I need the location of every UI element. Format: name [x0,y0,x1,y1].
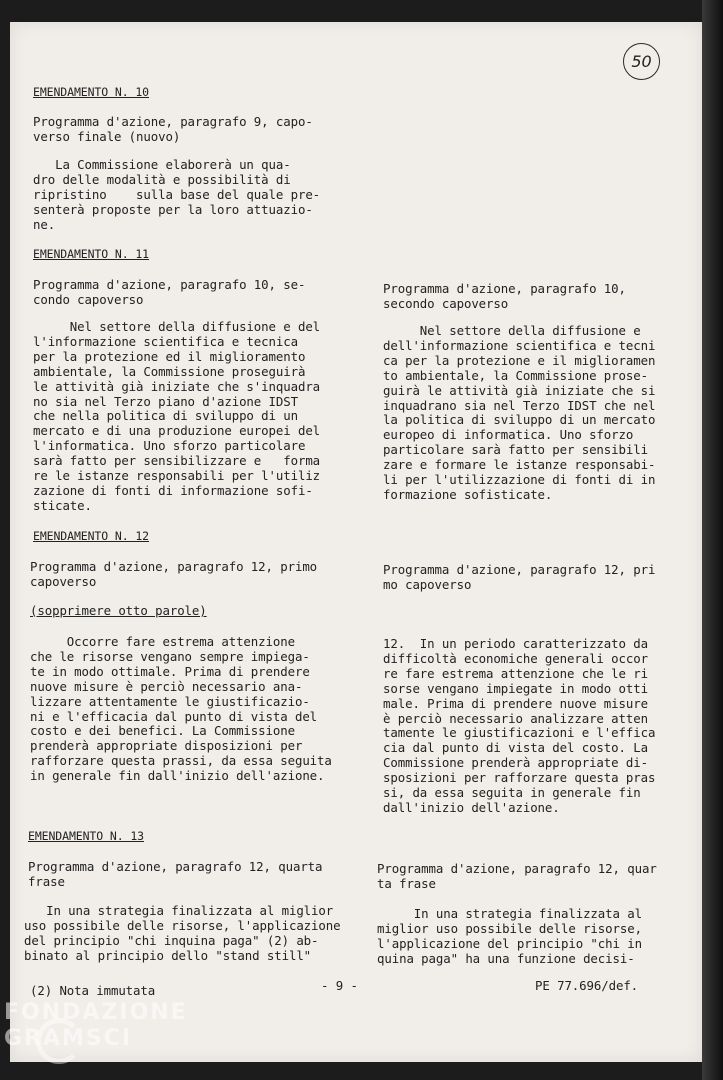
amendment-10-heading: EMENDAMENTO N. 10 [33,85,150,99]
archive-watermark: FONDAZIONE GRAMSCI [4,1000,188,1051]
original-13-text: In una strategia finalizzata al miglior uso possibile delle risorse, l'applicazione del principio "chi in quina paga" ha una funzione decisi- [377,906,642,966]
footnote: (2) Nota immutata [30,983,156,998]
amendment-10-text: La Commissione elaborerà un qua- dro delle modalità e possibilità di ripristino sulla base del quale pre- senterà proposte per la loro attuazio- ne. [33,157,321,232]
amendment-13-text: In una strategia finalizzata al miglior uso possibile delle risorse, l'applicazione del principio "chi inquina paga" (2) ab- binato al principio dello "stand still" [24,903,341,963]
original-13-reference: Programma d'azione, paragrafo 12, quar ta frase [377,861,657,891]
page-number: - 9 - [321,978,358,993]
amendment-12-text: Occorre fare estrema attenzione che le risorse vengano sempre impiega- te in modo ottimale. Prima di prendere nuove misure è perciò necessario ana- lizzare attentamente le giustificazio- ni e l'efficacia dal punto di vista del costo e dei benefici. La Commissione prenderà appropriate disposizioni per rafforzare questa prassi, da essa seguita in generale fin dall'inizio dell'azione. [30,634,332,784]
amendment-12-note: (sopprimere otto parole) [30,603,207,618]
amendment-13-reference: Programma d'azione, paragrafo 12, quarta frase [28,859,323,889]
page-stamp: 50 [623,43,660,80]
document-reference: PE 77.696/def. [535,978,639,993]
original-11-reference: Programma d'azione, paragrafo 10, secondo capoverso [383,281,626,311]
amendment-12-reference: Programma d'azione, paragrafo 12, primo capoverso [30,559,318,589]
amendment-13-heading: EMENDAMENTO N. 13 [28,829,145,843]
original-12-text: 12. In un periodo caratterizzato da difficoltà economiche generali occor re fare estrema attenzione che le ri sorse vengano impiegate in modo otti male. Prima di prendere nuove misure è perciò necessario analizzare atten tamente le giustificazioni e l'effica cia dal punto di vista del costo. La Commissione prenderà appropriate di- sposizioni per rafforzare questa pras si, da essa seguita in generale fin dall'inizio dell'azione. [383,636,656,815]
amendment-11-heading: EMENDAMENTO N. 11 [33,247,150,261]
original-11-text: Nel settore della diffusione e dell'informazione scientifica e tecni ca per la protezione e il miglioramen to ambientale, la Commissione prose- guirà le attività già iniziate che si inquadrano sia nel Terzo IDST che nel la politica di sviluppo di un mercato europeo di informatica. Uno sforzo particolare sarà fatto per sensibili zare e formare le istanze responsabi- li per l'utilizzazione di fonti di in formazione sofisticate. [383,323,656,502]
amendment-11-reference: Programma d'azione, paragrafo 10, se- condo capoverso [33,277,306,307]
scanner-edge [702,0,723,1080]
amendment-12-heading: EMENDAMENTO N. 12 [33,529,150,543]
amendment-10-reference: Programma d'azione, paragrafo 9, capo- verso finale (nuovo) [33,114,313,144]
amendment-11-text: Nel settore della diffusione e del l'informazione scientifica e tecnica per la protezione ed il miglioramento ambientale, la Commissione proseguirà le attività già iniziate che s'inquadra no sia nel Terzo piano d'azione IDST che nella politica di sviluppo di un mercato e di una produzione europei del l'informatica. Uno sforzo particolare sarà fatto per sensibilizzare e forma re le istanze responsabili per l'utiliz zazione di fonti di informazione sofi- sticate. [33,319,321,513]
original-12-reference: Programma d'azione, paragrafo 12, pri mo capoverso [383,562,656,592]
